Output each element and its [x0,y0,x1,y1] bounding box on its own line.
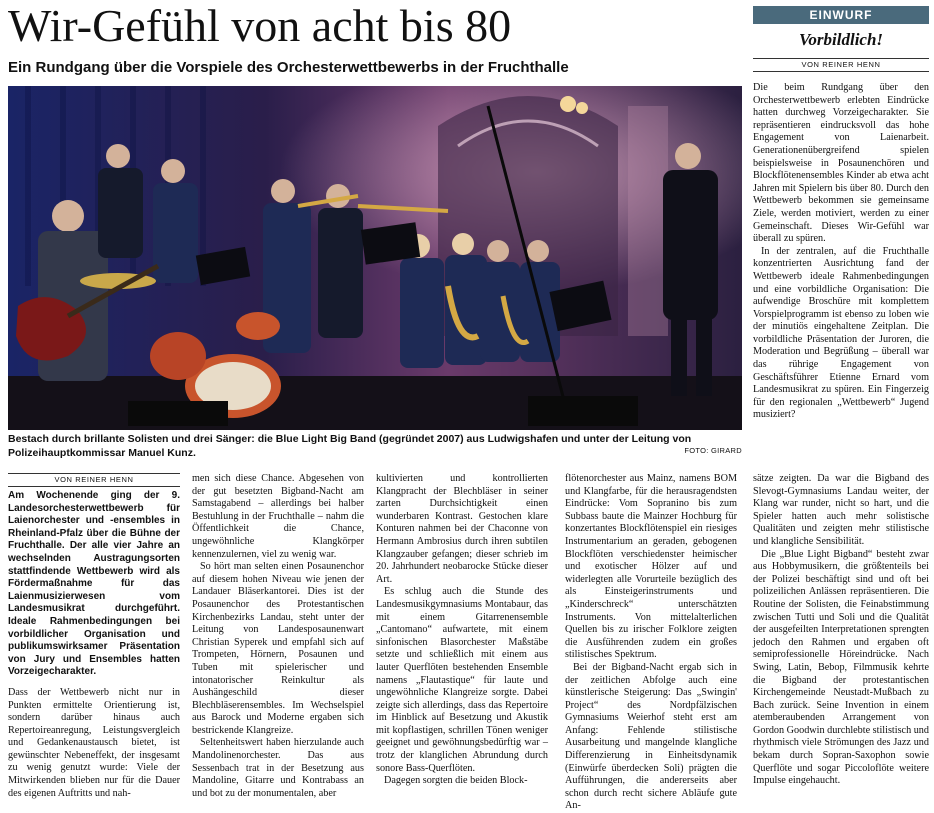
article-byline: VON REINER HENN [8,473,180,487]
article-column-3 [376,473,548,787]
article-paragraph: flötenorchester aus Mainz, namens BOM und Klangfarbe, für die herausragendsten Eindrücke: Vom Sopranino bis zum Subbass baute die Mainzer Hochburg für konzertantes Blockflötenspiel ein riesiges Instrumentarium an geraden, gebogenen Blockflöten verschiedenster heimischer und exotischer Hölzer auf und widerlegten alle Vorurteile bezüglich des als Einsteigerinstruments und „Kinderschreck“ unterschätzten Instruments. Von mittelalterlichen Quellen bis zu irischer Folklore zeigten die Ausführenden zudem ein großes stilistisches Spektrum. [565,473,737,661]
sidebar-kicker: EINWURF [753,6,929,24]
article-paragraph: So hört man selten einen Posaunenchor auf diesem hohen Niveau wie jenen der Landauer Bläserkantorei. Dies ist der Posaunenchor des Protestantischen Kirchenbezirks Landau, steht unter der Leitung von Landesposaunenwart Christian Syperek und empfahl sich auf Trompeten, Hörnern, Posaunen und Tuben mit spielerischer und intonatorischer Reinkultur als Aushängeschild dieser Blechbläserensembles. Im Wechselspiel aus Barock und Moderne ergaben sich bestrickende Klangreize. [192,561,364,736]
article-paragraph: Die „Blue Light Bigband“ besteht zwar aus Hobbymusikern, die größtenteils bei der Polizei beschäftigt sind und oft bei polizeilichen Anlässen repräsentieren. Die Routine der Solisten, die Feinabstimmung zwischen Tutti und Soli und die Qualität der ausgefeilten Interpretationen sprengten jedoch den Rahmen und ergaben oft semiprofessionelle Höreindrücke. Nach Swing, Latin, Bebop, Filmmusik kehrte die Bigband der protestantischen Kirchengemeinde Neustadt-Mußbach zu Bach zurück. Seine Invention in einem atemberaubenden Arrangement von Gordon Goodwin durchlebte stilistisch und rhythmisch viele Strömungen des Jazz und bekam durch Sopran-Saxophon sowie Querflöte und sogar Piccoloflöte weitere Impulse eingehaucht. [753,548,929,787]
band-photo [8,86,742,430]
sidebar-title: Vorbildlich! [798,30,884,49]
article-column-1 [8,490,180,799]
sidebar-paragraph: Die beim Rundgang über den Orchesterwettbewerb erlebten Eindrücke hatten durchweg Vorzeigecharakter. Sie repräsentieren eindrucksvoll das hohe Engagement von Laienarbeit. Generationenübergreifend spielen beispielsweise in Posaunenchören und Blockflötenensembles Kinder ab etwa acht Jahren mit Spielern bis über 80. Durch den Wettbewerb bekommen sie gemeinsame Ziele, werden motiviert, werden zu einer Gemeinschaft. Dieses Wir-Gefühl war überall zu spüren. [753,82,929,245]
article-paragraph: kultivierten und kontrollierten Klangpracht der Blechbläser in seiner zarten Durchsichtigkeit einen wunderbaren Kontrast. Gestochen klare Konturen nahmen bei der Chaconne von Hermann Ambrosius durch ihren subtilen Klangzauber gefangen; dieser schrieb im 20. Jahrhundert neobarocke Stücke dieser Art. [376,473,548,585]
article-paragraph: sätze zeigten. Da war die Bigband des Slevogt-Gymnasiums Landau weiter, der Klang war runder, nicht so hart, und die Spieler hatten auch mehr solistische Qualitäten und zeigten mehr stilistische und klangliche Sensibilität. [753,473,929,547]
article-lead: Am Wochenende ging der 9. Landesorchesterwettbewerb für Laienorchester und -ensembles in Rheinland-Pfalz über die Bühne der Fruchthalle. Der alle vier Jahre an wechselnden Austragungsorten stattfindende Wettbewerb wird als Fördermaßnahme für das Laienmusizierwesen vom Landesmusikrat durchgeführt. Ideale Rahmenbedingungen bei vorbildlicher Organisation und publikumswirksamer Präsentation von Jury und Ensembles hatten Vorzeigecharakter. [8,490,180,678]
article-paragraph: Es schlug auch die Stunde des Landesmusikgymnasiums Montabaur, das mit einem Gitarrenensemble „Cantomano“ aufwartete, mit einem sinfonischen Blasorchester Maßstäbe setzte und schließlich mit einem aus lauter Querflöten bestehenden Ensemble namens „Flautastique“ für laute und ungewöhnliche Klangreize sorgte. Dabei zeigte sich allerdings, dass das Repertoire im Hinblick auf Besetzung und Akustik mit kopflastigen, schrillen Tönen weniger geeignet und gewöhnungsbedürftig war – trotz der klanglichen Abrundung durch sonore Bass-Querflöten. [376,586,548,774]
article-column-5 [753,473,929,787]
subheadline: Ein Rundgang über die Vorspiele des Orchesterwettbewerbs in der Fruchthalle [8,59,569,76]
headline: Wir-Gefühl von acht bis 80 [8,0,512,51]
article-column-4 [565,473,737,812]
article-paragraph: Dass der Wettbewerb nicht nur in Punkten ermittelte Orientierung ist, sondern darüber hinaus auch Repertoireanregung, Leistungsvergleich und Gedankenaustausch bietet, ist gewünschter Nebeneffekt, der insgesamt zu wenig genutzt wurde: Viele der Mitwirkenden blieben nur für die Dauer des eigenen Auftritts und nah- [8,686,180,799]
caption-text: Bestach durch brillante Solisten und drei Sänger: die Blue Light Big Band (gegründet 2007) aus Ludwigshafen und unter der Leitung von Polizeihauptkommissar Manuel Kunz. [8,433,692,459]
sidebar-paragraph: In der zentralen, auf die Fruchthalle konzentrierten Ausrichtung fand der Wettbewerb ideale Rahmenbedingungen und eine vorbildliche Organisation: Die aufwendige Broschüre mit komplettem Vorspielprogramm ist ebenso zu loben wie der minutiös eingehaltene Zeitplan. Die vorbildliche Präsentation der Juroren, die Moderation und Begrüßung – überall war das rührige Engagement von Geschäftsführer Etienne Ernard vom Landesmusikrat zu spüren. Ein Fingerzeig für den regionalen „Wettbewerb“ Jugend musiziert? [753,245,929,421]
sidebar-byline: VON REINER HENN [753,58,929,72]
photo-credit: FOTO: GIRARD [684,446,742,455]
photo-caption [8,432,742,460]
article-paragraph: Seltenheitswert haben hierzulande auch Mandolinenorchester. Das aus Sessenbach trat in der Besetzung aus Mandoline, Gitarre und Kontrabass an und bot zu der monumentalen, aber [192,737,364,799]
article-paragraph: men sich diese Chance. Abgesehen von der gut besetzten Bigband-Nacht am Samstagabend – allerdings bei halber Bestuhlung in der Fruchthalle – nahm die Öffentlichkeit die Chance, ungewöhnliche Klangkörper kennenzulernen, viel zu wenig war. [192,473,364,560]
article-column-2 [192,473,364,799]
article-paragraph: Bei der Bigband-Nacht ergab sich in der zeitlichen Abfolge auch eine künstlerische Steigerung: Das „Swingin' Project“ des Nordpfälzischen Gymnasiums Weierhof steht erst am Anfang: Fehlende stilistische Ausarbeitung und mangelnde klangliche Differenzierung in Einheitsdynamik (Einwürfe überdecken Soli) prägten die Aufführungen, die andererseits aber schon durch recht sichere Abläufe gute An- [565,661,737,812]
article-paragraph: Dagegen sorgten die beiden Block- [384,775,528,787]
sidebar-body [753,82,929,422]
